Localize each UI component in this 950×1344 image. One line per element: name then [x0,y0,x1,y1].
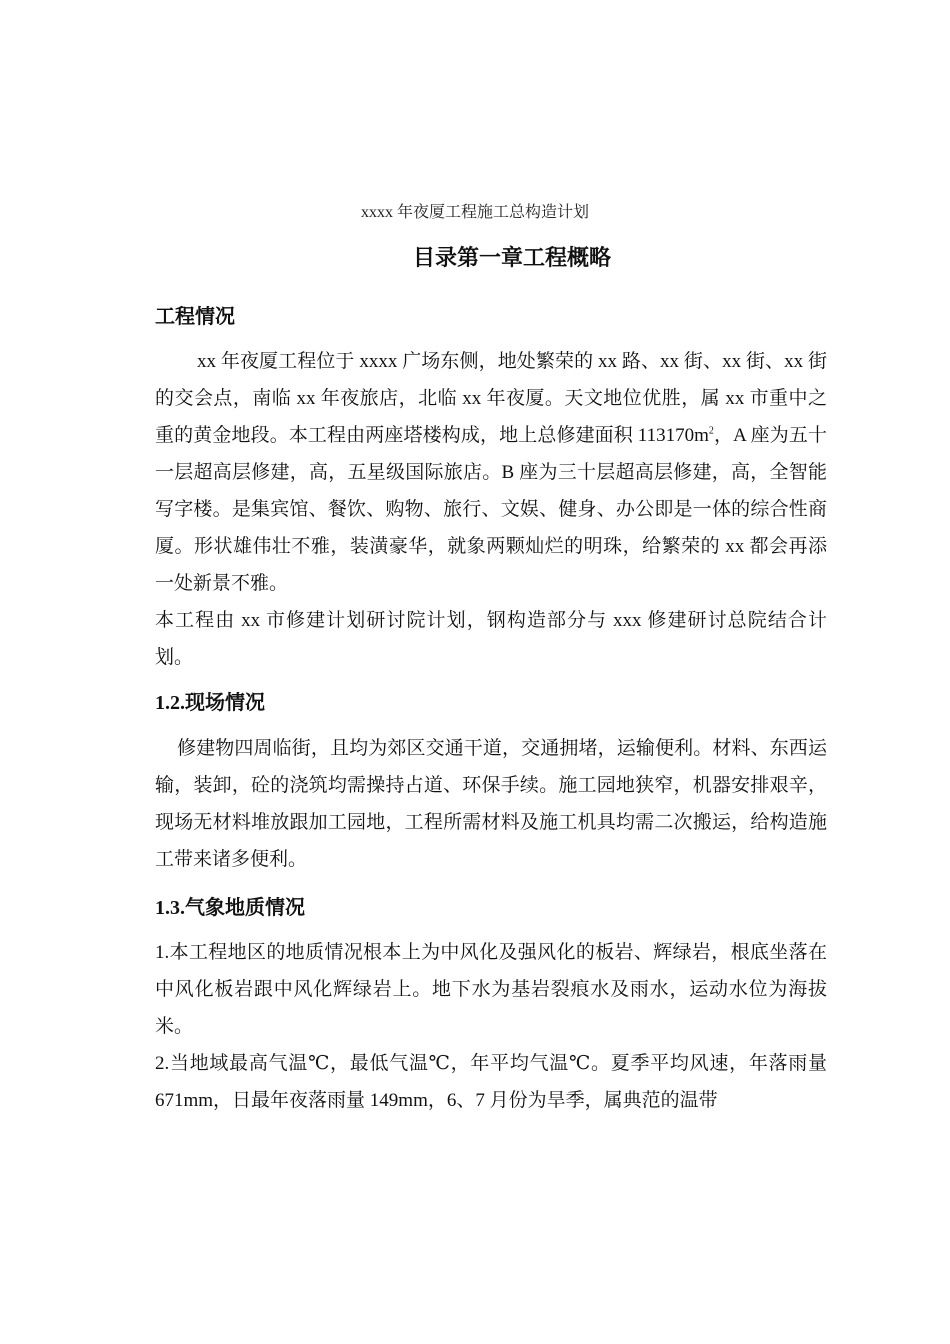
section-body-project-overview [155,343,827,676]
section-body-site-conditions [155,730,827,878]
paragraph-design-institute: 本工程由 xx 市修建计划研讨院计划，钢构造部分与 xxx 修建研讨总院结合计划。 [155,610,827,668]
paragraph-site-description: 修建物四周临街，且均为郊区交通干道，交通拥堵，运输便利。材料、东西运输，装卸，砼的浇筑均需操持占道、环保手续。施工园地狭窄，机器安排艰辛，现场无材料堆放跟加工园地，工程所需材料及施工机具均需二次搬运，给构造施工带来诸多便利。 [155,738,827,870]
section-heading-climate-geology [155,893,305,922]
paragraph-project-description [155,343,827,602]
section-heading-project-overview [155,302,235,330]
section-number: 1.3. [155,897,185,919]
section-heading-text: 气象地质情况 [185,895,305,919]
section-heading-text: 现场情况 [185,690,265,714]
toc-chapter-title: 目录第一章工程概略 [412,246,611,271]
paragraph-text: ，A 座为五十一层超高层修建，高，五星级国际旅店。B 座为三十层超高层修建，高，全智能写字楼。是集宾馆、餐饮、购物、旅行、文娱、健身、办公即是一体的综合性商厦。形状雄伟壮不雅，装潢豪华，就象两颗灿烂的明珠，给繁荣的 xx 都会再添一处新景不雅。 [155,425,827,594]
superscript-unit: 2 [708,425,714,437]
section-heading-site-conditions [155,688,265,717]
section-number: 1.2. [155,692,185,714]
paragraph-climate: 2.当地域最高气温℃，最低气温℃，年平均气温℃。夏季平均风速，年落雨量 671mm，日最年夜落雨量 149mm，6、7 月份为旱季，属典范的温带 [155,1053,827,1111]
paragraph-geology: 1.本工程地区的地质情况根本上为中风化及强风化的板岩、辉绿岩，根底坐落在中风化板岩跟中风化辉绿岩上。地下水为基岩裂痕水及雨水，运动水位为海拔米。 [155,942,827,1037]
paragraph-text: xx 年夜厦工程位于 xxxx 广场东侧，地处繁荣的 xx 路、xx 街、xx 街、xx 街的交会点，南临 xx 年夜旅店，北临 xx 年夜厦。天文地位优胜，属 xx 市重中之重的黄金地段。本工程由两座塔楼构成，地上总修建面积 113170m [155,351,827,446]
section-body-climate-geology [155,934,827,1119]
section-heading-text: 工程情况 [155,304,235,328]
document-title: xxxx 年夜厦工程施工总构造计划 [360,204,589,221]
